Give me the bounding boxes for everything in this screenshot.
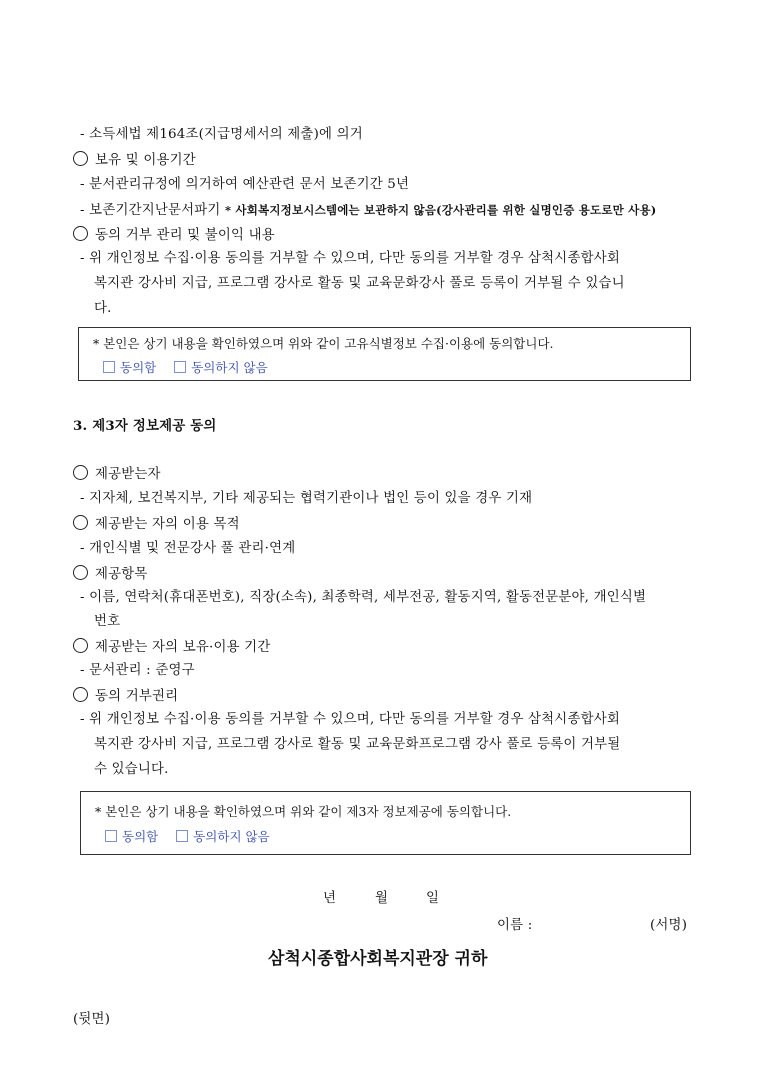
section-title: 3. 제3자 정보제공 동의 <box>73 418 217 434</box>
consent-options <box>105 827 284 845</box>
circle-bullet-icon <box>73 465 88 480</box>
consent-text: * 본인은 상기 내용을 확인하였으며 위와 같이 고유식별정보 수집·이용에 동의합니다. <box>93 336 554 351</box>
disagree-option[interactable]: 동의하지 않음 <box>174 360 267 375</box>
circle-bullet-icon <box>73 151 88 166</box>
circle-bullet-icon <box>73 687 88 702</box>
circle-bullet-icon <box>73 515 88 530</box>
consent-box-unique-id <box>78 327 691 381</box>
item-heading: 동의 거부 관리 및 불이익 내용 <box>73 226 275 245</box>
recipient-title: 삼척시종합사회복지관장 귀하 <box>268 949 488 969</box>
consent-box-third-party <box>80 791 691 855</box>
text-line: - 이름, 연락처(휴대폰번호), 직장(소속), 최종학력, 세부전공, 활동지역, 활동전문분야, 개인식별 <box>80 590 647 605</box>
disagree-option[interactable]: 동의하지 않음 <box>176 829 269 844</box>
item-heading: 제공받는 자의 이용 목적 <box>73 515 240 534</box>
text-line: - 위 개인정보 수집·이용 동의를 거부할 수 있으며, 다만 동의를 거부할 경우 삼척시종합사회 <box>80 712 620 727</box>
circle-bullet-icon <box>73 565 88 580</box>
item-heading: 제공받는 자의 보유·이용 기간 <box>73 638 270 657</box>
text-line: - 분서관리규정에 의거하여 예산관련 문서 보존기간 5년 <box>80 177 410 192</box>
checkbox-icon[interactable] <box>176 830 188 842</box>
item-heading: 제공항목 <box>73 565 148 584</box>
text-line: - 지자체, 보건복지부, 기타 제공되는 협력기관이나 법인 등이 있을 경우 기재 <box>80 491 533 506</box>
text-line: 복지관 강사비 지급, 프로그램 강사로 활동 및 교육문화프로그램 강사 풀로 등록이 거부될 <box>94 737 621 752</box>
item-heading: 제공받는자 <box>73 465 161 484</box>
consent-text: * 본인은 상기 내용을 확인하였으며 위와 같이 제3자 정보제공에 동의합니다. <box>95 804 512 819</box>
agree-option[interactable]: 동의함 <box>105 829 158 844</box>
circle-bullet-icon <box>73 226 88 241</box>
text-line: - 문서관리 : 준영구 <box>80 663 195 678</box>
item-heading: 보유 및 이용기간 <box>73 151 196 170</box>
text-line: 번호 <box>94 614 121 629</box>
checkbox-icon[interactable] <box>103 361 115 373</box>
text-line: - 보존기간지난문서파기 * 사회복지정보시스템에는 보관하지 않음(강사관리를 위한 실명인증 용도로만 사용) <box>80 203 657 218</box>
text-line: - 개인식별 및 전문강사 풀 관리·연계 <box>80 541 296 556</box>
checkbox-icon[interactable] <box>174 361 186 373</box>
signature-label: (서명) <box>650 918 688 933</box>
date-year: 년 <box>323 891 337 906</box>
text-line: 복지관 강사비 지급, 프로그램 강사로 활동 및 교육문화강사 풀로 등록이 거부될 수 있습니 <box>94 276 625 291</box>
text-line: 수 있습니다. <box>94 762 169 777</box>
circle-bullet-icon <box>73 638 88 653</box>
item-heading: 동의 거부권리 <box>73 687 178 706</box>
text-line: - 위 개인정보 수집·이용 동의를 거부할 수 있으며, 다만 동의를 거부할 경우 삼척시종합사회 <box>80 251 620 266</box>
text-line: 다. <box>94 301 112 316</box>
text-line: - 소득세법 제164조(지급명세서의 제출)에 의거 <box>80 127 363 142</box>
back-page-label: (뒷면) <box>73 1012 111 1027</box>
agree-option[interactable]: 동의함 <box>103 360 156 375</box>
date-day: 일 <box>426 891 440 906</box>
name-label: 이름 : <box>497 918 533 933</box>
consent-options <box>103 358 282 376</box>
date-month: 월 <box>375 891 389 906</box>
note: * 사회복지정보시스템에는 보관하지 않음(강사관리를 위한 실명인증 용도로만 사용) <box>225 203 657 217</box>
checkbox-icon[interactable] <box>105 830 117 842</box>
